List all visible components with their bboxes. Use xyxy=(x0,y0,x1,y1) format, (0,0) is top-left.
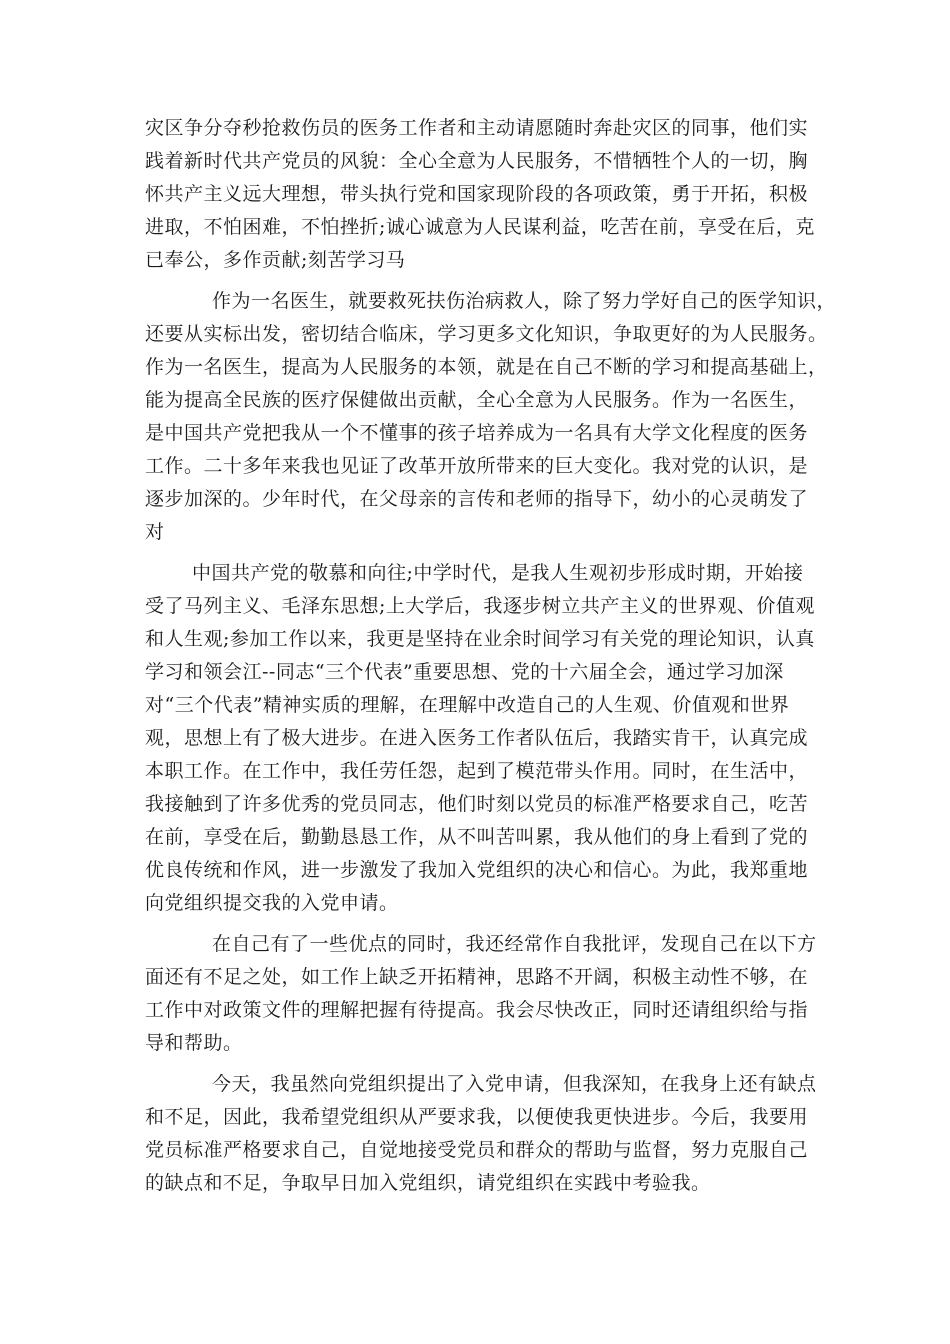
text-line: 是中国共产党把我从一个不懂事的孩子培养成为一名具有大学文化程度的医务 xyxy=(145,422,809,444)
text-line: 党员标准严格要求自己，自觉地接受党员和群众的帮助与监督，努力克服自己 xyxy=(145,1139,809,1161)
text-line: 学习和领会江--同志“三个代表”重要思想、党的十六届全会，通过学习加深 xyxy=(145,661,784,683)
text-line: 的缺点和不足，争取早日加入党组织，请党组织在实践中考验我。 xyxy=(145,1172,711,1194)
text-line: 还要从实标出发，密切结合临床，学习更多文化知识，争取更好的为人民服务。 xyxy=(145,323,828,345)
text-line: 灾区争分夺秒抢救伤员的医务工作者和主动请愿随时奔赴灾区的同事，他们实 xyxy=(145,117,809,139)
text-line: 导和帮助。 xyxy=(145,1032,243,1054)
text-line: 向党组织提交我的入党申请。 xyxy=(145,892,399,914)
text-line: 对 xyxy=(145,521,165,543)
text-line: 优良传统和作风，进一步激发了我加入党组织的决心和信心。为此，我郑重地 xyxy=(145,859,809,881)
text-line: 观，思想上有了极大进步。在进入医务工作者队伍后，我踏实肯干，认真完成 xyxy=(145,727,809,749)
text-line: 中国共产党的敬慕和向往;中学时代，是我人生观初步形成时期，开始接 xyxy=(192,562,804,584)
text-line: 面还有不足之处，如工作上缺乏开拓精神，思路不开阔，积极主动性不够，在 xyxy=(145,966,809,988)
text-line: 能为提高全民族的医疗保健做出贡献，全心全意为人民服务。作为一名医生， xyxy=(145,389,809,411)
text-line: 受了马列主义、毛泽东思想;上大学后，我逐步树立共产主义的世界观、价值观 xyxy=(145,595,815,617)
text-line: 逐步加深的。少年时代，在父母亲的言传和老师的指导下，幼小的心灵萌发了 xyxy=(145,488,809,510)
text-line: 我接触到了许多优秀的党员同志，他们时刻以党员的标准严格要求自己，吃苦 xyxy=(145,793,809,815)
text-line: 本职工作。在工作中，我任劳任怨，起到了模范带头作用。同时，在生活中， xyxy=(145,760,809,782)
text-line: 和人生观;参加工作以来，我更是坚持在业余时间学习有关党的理论知识，认真 xyxy=(145,628,815,650)
text-line: 作为一名医生，提高为人民服务的本领，就是在自己不断的学习和提高基础上， xyxy=(145,356,828,378)
text-line: 进取，不怕困难，不怕挫折;诚心诚意为人民谋利益，吃苦在前，享受在后，克 xyxy=(145,216,815,238)
text-line: 和不足，因此，我希望党组织从严要求我，以便使我更快进步。今后，我要用 xyxy=(145,1106,809,1128)
text-line: 工作中对政策文件的理解把握有待提高。我会尽快改正，同时还请组织给与指 xyxy=(145,999,809,1021)
text-line: 践着新时代共产党员的风貌：全心全意为人民服务，不惜牺牲个人的一切，胸 xyxy=(145,150,809,172)
text-line: 今天，我虽然向党组织提出了入党申请，但我深知，在我身上还有缺点 xyxy=(212,1073,817,1095)
text-line: 作为一名医生，就要救死扶伤治病救人，除了努力学好自己的医学知识， xyxy=(212,290,837,312)
text-line: 工作。二十多年来我也见证了改革开放所带来的巨大变化。我对党的认识，是 xyxy=(145,455,809,477)
text-line: 在自己有了一些优点的同时，我还经常作自我批评，发现自己在以下方 xyxy=(212,933,817,955)
text-line: 已奉公，多作贡献;刻苦学习马 xyxy=(145,249,406,271)
text-line: 对“三个代表”精神实质的理解，在理解中改造自己的人生观、价值观和世界 xyxy=(145,694,790,716)
text-line: 在前，享受在后，勤勤恳恳工作，从不叫苦叫累，我从他们的身上看到了党的 xyxy=(145,826,809,848)
text-line: 怀共产主义远大理想，带头执行党和国家现阶段的各项政策，勇于开拓，积极 xyxy=(145,183,809,205)
